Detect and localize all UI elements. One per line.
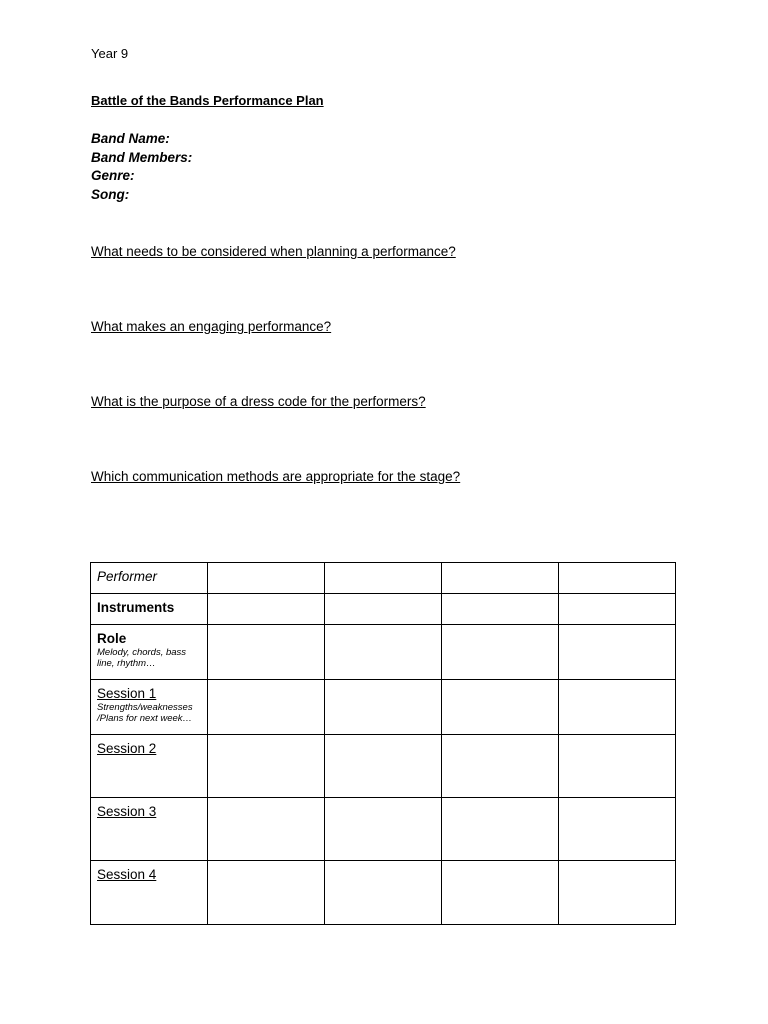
- table-cell[interactable]: [559, 680, 676, 735]
- table-cell[interactable]: [559, 625, 676, 680]
- row-header-session-4: [91, 861, 208, 925]
- table-cell[interactable]: [208, 625, 325, 680]
- question-planning: What needs to be considered when planning a performance?: [91, 244, 456, 259]
- table-cell[interactable]: [208, 861, 325, 925]
- question-engaging: What makes an engaging performance?: [91, 319, 332, 334]
- table-cell[interactable]: [325, 563, 442, 594]
- table-cell[interactable]: [442, 594, 559, 625]
- instruments-label: Instruments: [97, 600, 175, 615]
- genre-label: Genre:: [91, 168, 135, 183]
- row-header-session-2: [91, 735, 208, 798]
- table-cell[interactable]: [325, 798, 442, 861]
- table-cell[interactable]: [442, 563, 559, 594]
- table-cell[interactable]: [208, 735, 325, 798]
- table-cell[interactable]: [559, 563, 676, 594]
- performance-plan-table: [90, 562, 676, 925]
- session-2-label: Session 2: [97, 741, 157, 756]
- table-cell[interactable]: [442, 625, 559, 680]
- role-label: Role: [97, 631, 127, 646]
- table-cell[interactable]: [325, 735, 442, 798]
- role-hint: Melody, chords, bass line, rhythm…: [97, 647, 187, 669]
- session-1-hint: Strengths/weaknesses /Plans for next week…: [97, 702, 193, 724]
- performer-label: Performer: [97, 569, 158, 584]
- row-header-role: [91, 625, 208, 680]
- table-cell[interactable]: [325, 625, 442, 680]
- table-row-session-3: [91, 798, 676, 861]
- table-row-session-2: [91, 735, 676, 798]
- table-cell[interactable]: [442, 798, 559, 861]
- table-cell[interactable]: [442, 735, 559, 798]
- table-cell[interactable]: [559, 798, 676, 861]
- table-cell[interactable]: [208, 563, 325, 594]
- table-row-role: [91, 625, 676, 680]
- table-row-performer: [91, 563, 676, 594]
- row-header-instruments: [91, 594, 208, 625]
- table-cell[interactable]: [325, 680, 442, 735]
- table-cell[interactable]: [325, 861, 442, 925]
- table-cell[interactable]: [208, 798, 325, 861]
- table-cell[interactable]: [442, 861, 559, 925]
- page-title: Battle of the Bands Performance Plan: [91, 93, 324, 108]
- table-row-instruments: [91, 594, 676, 625]
- session-3-label: Session 3: [97, 804, 157, 819]
- table-row-session-4: [91, 861, 676, 925]
- table-cell[interactable]: [559, 861, 676, 925]
- song-label: Song:: [91, 187, 130, 202]
- band-name-label: Band Name:: [91, 131, 170, 146]
- table-row-session-1: [91, 680, 676, 735]
- question-dress-code: What is the purpose of a dress code for the performers?: [91, 394, 426, 409]
- row-header-session-1: [91, 680, 208, 735]
- band-members-label: Band Members:: [91, 150, 193, 165]
- row-header-session-3: [91, 798, 208, 861]
- table-cell[interactable]: [559, 594, 676, 625]
- table-cell[interactable]: [325, 594, 442, 625]
- session-4-label: Session 4: [97, 867, 157, 882]
- table-cell[interactable]: [208, 594, 325, 625]
- table-cell[interactable]: [208, 680, 325, 735]
- year-label: Year 9: [91, 46, 129, 61]
- session-1-label: Session 1: [97, 686, 157, 701]
- row-header-performer: [91, 563, 208, 594]
- table-cell[interactable]: [442, 680, 559, 735]
- table-cell[interactable]: [559, 735, 676, 798]
- question-communication: Which communication methods are appropriate for the stage?: [91, 469, 461, 484]
